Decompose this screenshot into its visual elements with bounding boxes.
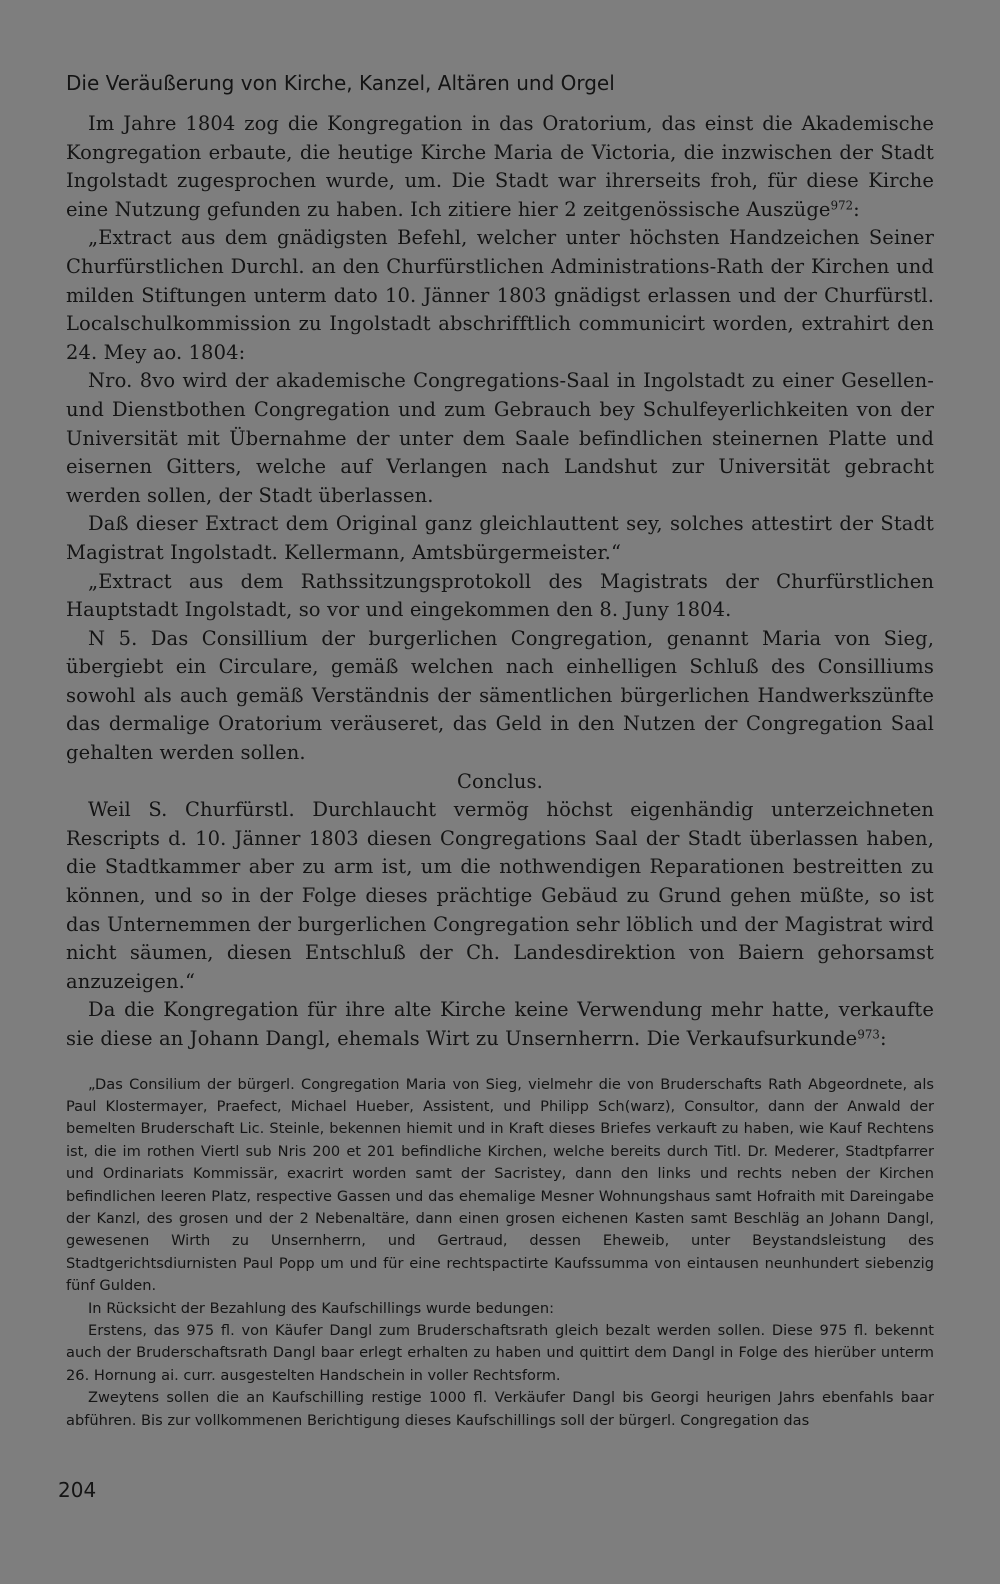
- quote-paragraph: Erstens, das 975 fl. von Käufer Dangl zum Bruderschaftsrath gleich bezalt werden sollen. Diese 975 fl. bekennt auch der Bruderschaftsrath Dangl baar erlegt erhalten zu haben und quittirt dem Dangl in Folge des hierüber unterm 26. Hornung ai. curr. ausgestelten Handschein in voller Rechtsform.: [66, 1322, 934, 1384]
- main-text: [66, 110, 934, 1054]
- paragraph-attestation: Daß dieser Extract dem Original ganz gleichlauttent sey, solches attestirt der Stadt Magistrat Ingolstadt. Kellermann, Amtsbürgermeister.“: [66, 512, 934, 564]
- paragraph-extract-2: „Extract aus dem Rathssitzungsprotokoll des Magistrats der Churfürstlichen Hauptstadt Ingolstadt, so vor und eingekommen den 8. Juny 1804.: [66, 569, 934, 622]
- footnote-ref-973: 973: [857, 1027, 880, 1042]
- document-quote: [66, 1074, 934, 1433]
- page-number: 204: [58, 1478, 97, 1502]
- paragraph-weil: Weil S. Churfürstl. Durchlaucht vermög höchst eigenhändig unterzeichneten Rescripts d. 10. Jänner 1803 diesen Congregations Saal der Stadt überlassen haben, die Stadtkammer aber zu arm ist, um die nothwendigen Reparationen bestreitten zu können, und so in der Folge dieses prächtige Gebäud zu Grund gehen müßte, so ist das Unternemmen der burgerlichen Congregation sehr löblich und der Magistrat wird nicht säumen, diesen Entschluß der Ch. Landesdirektion von Baiern gehorsamst anzuzeigen.“: [66, 798, 934, 993]
- paragraph-text: Im Jahre 1804 zog die Kongregation in das Oratorium, das einst die Akademische Kongregation erbaute, die heutige Kirche Maria de Victoria, die inzwischen der Stadt Ingolstadt zugesprochen wurde, um. Die Stadt war ihrerseits froh, für diese Kirche eine Nutzung gefunden zu haben. Ich zitiere hier 2 zeitgenössische Auszüge: [66, 112, 934, 221]
- paragraph-extract-1: „Extract aus dem gnädigsten Befehl, welcher unter höchsten Handzeichen Seiner Churfürstlichen Durchl. an den Churfürstlichen Administrations-Rath der Kirchen und milden Stiftungen unterm dato 10. Jänner 1803 gnädigst erlassen und der Churfürstl. Localschulkommission zu Ingolstadt abschrifftlich communicirt worden, extrahirt den 24. Mey ao. 1804:: [66, 226, 934, 364]
- paragraph-nro-8vo: Nro. 8vo wird der akademische Congregations-Saal in Ingolstadt zu einer Gesellen- und Dienstbothen Congregation und zum Gebrauch bey Schulfeyerlichkeiten von der Universität mit Übernahme der unter dem Saale befindlichen steinernen Platte und eisernen Gitters, welche auf Verlangen nach Landshut zur Universität gebracht werden sollen, der Stadt überlassen.: [66, 369, 934, 507]
- paragraph-n5: N 5. Das Consillium der burgerlichen Congregation, genannt Maria von Sieg, übergiebt ein Circulare, gemäß welchen nach einhelligen Schluß des Consilliums sowohl als auch gemäß Verständnis der sämentlichen bürgerlichen Handwerkszünfte das dermalige Oratorium veräuseret, das Geld in den Nutzen der Congregation Saal gehalten werden sollen.: [66, 626, 934, 765]
- quote-paragraph: Zweytens sollen die an Kaufschilling restige 1000 fl. Verkäufer Dangl bis Georgi heurigen Jahrs ebenfahls baar abführen. Bis zur vollkommenen Berichtigung dieses Kaufschillings soll der bürgerl. Congregation das: [66, 1389, 934, 1429]
- paragraph-verkauf: [66, 996, 934, 1053]
- paragraph-punct: :: [879, 1027, 887, 1050]
- quote-paragraph: „Das Consilium der bürgerl. Congregation Maria von Sieg, vielmehr die von Bruderschafts Rath Abgeordnete, als Paul Klostermayer, Praefect, Michael Hueber, Assistent, und Philipp Sch(warz), Consultor, dann der Anwald der bemelten Bruderschaft Lic. Steinle, bekennen hiemit und in Kraft dieses Briefes verkauft zu haben, wie Kauf Rechtens ist, die im rothen Viertl sub Nris 200 et 201 befindliche Kirchen, welche bereits durch Titl. Dr. Mederer, Stadtpfarrer und Ordinariats Kommissär, exacrirt worden samt der Sacristey, dann den links und rechts neben der Kirchen befindlichen leeren Platz, respective Gassen und das ehemalige Mesner Wohnungshaus samt Hofraith mit Dareingabe der Kanzl, des grosen und der 2 Nebenaltäre, dann einen grosen eichenen Kasten samt Beschläg an Johann Dangl, gewesenen Wirth zu Unsernherrn, und Gertraud, dessen Eheweib, unter Beystandsleistung des Stadtgerichtsdiurnisten Paul Popp um und für eine rechtspactirte Kaufssumma von eintausen neunhundert siebenzig fünf Gulden.: [66, 1075, 934, 1295]
- paragraph-text: Da die Kongregation für ihre alte Kirche keine Verwendung mehr hatte, verkaufte sie diese an Johann Dangl, ehemals Wirt zu Unsernherrn. Die Verkaufsurkunde: [66, 998, 934, 1050]
- footnote-ref-972: 972: [830, 198, 854, 213]
- paragraph-intro: [66, 110, 934, 224]
- page: [66, 70, 934, 1432]
- quote-paragraph: In Rücksicht der Bezahlung des Kaufschillings wurde bedungen:: [88, 1299, 555, 1317]
- paragraph-conclus: Conclus.: [457, 769, 543, 793]
- paragraph-punct: :: [853, 197, 860, 221]
- section-heading: Die Veräußerung von Kirche, Kanzel, Altären und Orgel: [66, 71, 615, 95]
